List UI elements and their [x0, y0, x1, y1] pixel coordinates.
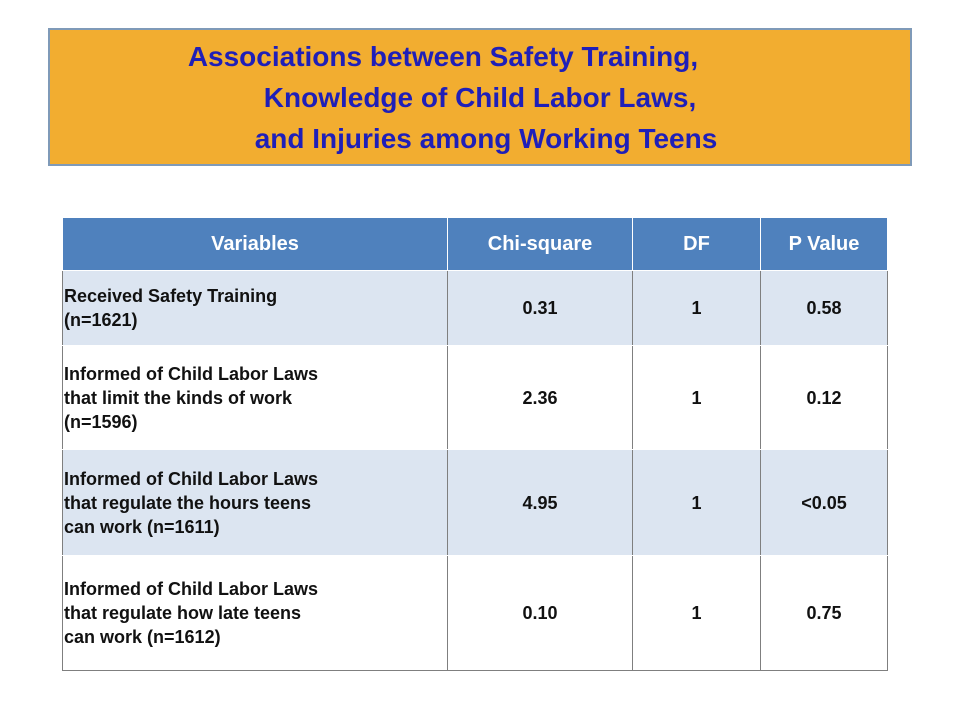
cell-chi-square: 0.10: [448, 556, 633, 671]
cell-df: 1: [633, 271, 761, 346]
table-row: [63, 556, 888, 671]
table-row: [63, 346, 888, 450]
cell-chi-square: 4.95: [448, 450, 633, 556]
cell-chi-square: 0.31: [448, 271, 633, 346]
header-p-value: P Value: [761, 218, 888, 271]
table-row: [63, 271, 888, 346]
cell-p-value: <0.05: [761, 450, 888, 556]
title-line-3: and Injuries among Working Teens: [254, 122, 718, 154]
title-line-1: Associations between Safety Training,: [187, 40, 699, 72]
title-line-2: Knowledge of Child Labor Laws,: [263, 81, 697, 113]
header-chi-square: Chi-square: [448, 218, 633, 271]
cell-variable: Informed of Child Labor Laws that regulate the hours teens can work (n=1611): [63, 450, 448, 556]
header-variables: Variables: [63, 218, 448, 271]
cell-df: 1: [633, 450, 761, 556]
cell-p-value: 0.75: [761, 556, 888, 671]
cell-df: 1: [633, 346, 761, 450]
cell-p-value: 0.58: [761, 271, 888, 346]
table-row: [63, 450, 888, 556]
header-df: DF: [633, 218, 761, 271]
cell-df: 1: [633, 556, 761, 671]
cell-p-value: 0.12: [761, 346, 888, 450]
cell-variable: Informed of Child Labor Laws that limit the kinds of work (n=1596): [63, 346, 448, 450]
title-banner: [48, 28, 912, 166]
statistics-table: [62, 217, 888, 671]
cell-variable: Informed of Child Labor Laws that regulate how late teens can work (n=1612): [63, 556, 448, 671]
table-header-row: [63, 218, 888, 271]
cell-variable: Received Safety Training (n=1621): [63, 271, 448, 346]
cell-chi-square: 2.36: [448, 346, 633, 450]
